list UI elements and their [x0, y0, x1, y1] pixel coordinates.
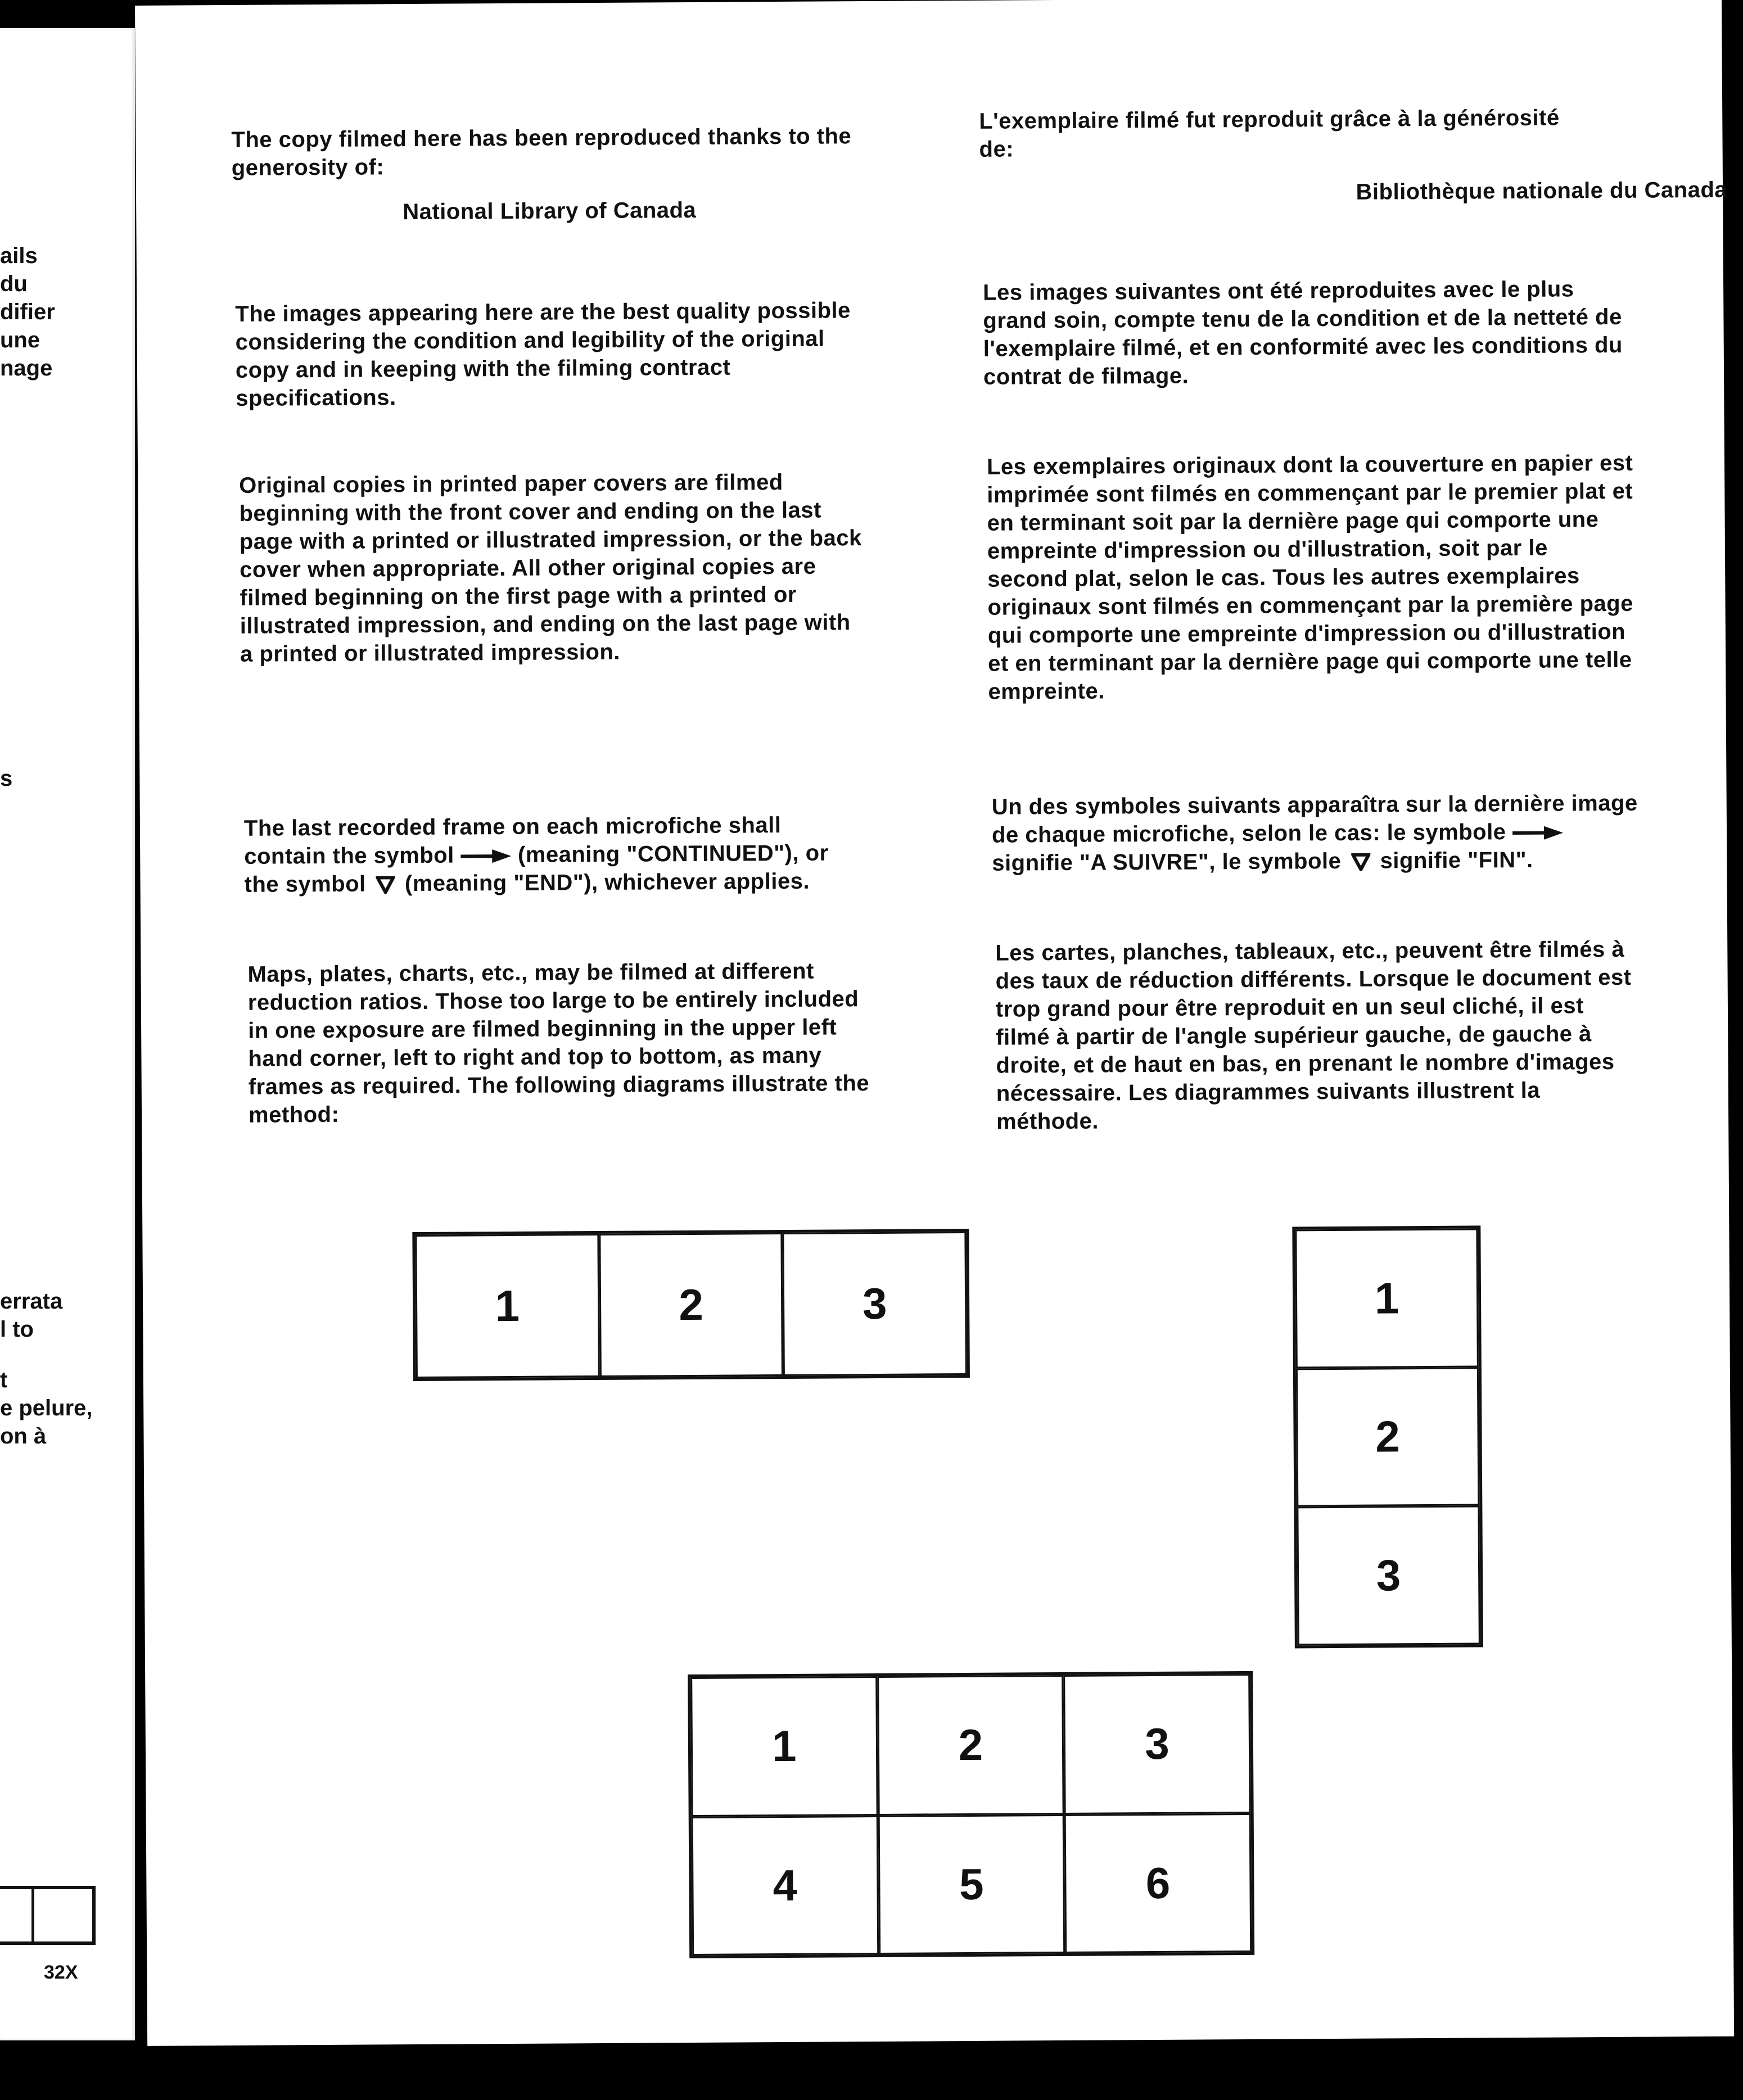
english-last-frame-text-3: (meaning "END"), whichever applies.	[404, 868, 810, 897]
diagram-cell: 1	[415, 1234, 599, 1378]
vertical-frame-diagram	[1292, 1225, 1483, 1648]
left-fragment: l to	[0, 1317, 34, 1342]
reduction-ratio-label: 32X	[44, 1962, 78, 1983]
french-maps-paragraph: Les cartes, planches, tableaux, etc., peuvent être filmés à des taux de réduction différents. Lorsque le document est trop grand pour être reproduit en un seul cliché, il est filmé à partir de l'angle supérieur gauche, de gauche à droite, et de haut en bas, en prenant le nombre d'images nécessaire. Les diagrammes suivants illustrent la méthode.	[995, 936, 1632, 1134]
english-originals-paragraph: Original copies in printed paper covers are filmed beginning with the front cover and ending on the last page with a printed or illustrated impression, or the back cover when appropriate. All other original copies are filmed beginning on the first page with a printed or illustrated impression, and ending on the last page with a printed or illustrated impression.	[239, 469, 862, 667]
grid-frame-diagram	[688, 1671, 1254, 1958]
french-last-frame-text-3: signifie "FIN".	[1380, 847, 1533, 874]
english-maps-paragraph: Maps, plates, charts, etc., may be filmed at different reduction ratios. Those too large to be entirely included in one exposure are filmed beginning in the upper left hand corner, left to right and top to bottom, as many frames as required. The following diagrams illustrate the method:	[247, 958, 870, 1128]
left-fragment: difier	[0, 300, 55, 324]
reduction-target-box	[0, 1886, 96, 1945]
left-page-strip	[0, 28, 135, 2040]
left-fragment: t	[0, 1368, 8, 1392]
english-quality-paragraph: The images appearing here are the best quality possible considering the condition and legibility of the original copy and in keeping with the filming contract specifications.	[235, 298, 851, 411]
french-last-frame-paragraph	[992, 789, 1639, 877]
diagram-cell: 1	[1295, 1228, 1479, 1368]
french-last-frame-text-1: Un des symboles suivants apparaîtra sur la dernière image de chaque microfiche, selon le cas: le symbole	[991, 790, 1638, 848]
left-fragment: s	[0, 766, 13, 791]
left-fragment: errata	[0, 1289, 63, 1314]
diagram-cell: 2	[1296, 1367, 1480, 1507]
left-fragment: une	[0, 328, 40, 352]
english-library-name: National Library of Canada	[403, 197, 697, 225]
french-quality-paragraph: Les images suivantes ont été reproduites avec le plus grand soin, compte tenu de la condition et de la netteté de l'exemplaire filmé, et en conformité avec les conditions du contrat de filmage.	[983, 277, 1623, 390]
english-last-frame-text-2: (meaning "CONTINUED"), or the symbol	[244, 840, 829, 897]
diagram-cell: 2	[599, 1233, 783, 1377]
end-triangle-icon	[1351, 853, 1370, 871]
french-originals-paragraph: Les exemplaires originaux dont la couverture en papier est imprimée sont filmés en commençant par le premier plat et en terminant soit par la dernière page qui comporte une empreinte d'impression ou d'illustration, soit par le second plat, selon le cas. Tous les autres exemplaires originaux sont filmés en commençant par la première page qui comporte une empreinte d'impression ou d'illustration et en terminant par la dernière page qui comporte une telle empreinte.	[986, 450, 1634, 704]
left-fragment: nage	[0, 356, 53, 381]
horizontal-frame-diagram	[412, 1229, 970, 1381]
french-library-name: Bibliothèque nationale du Canada	[1356, 177, 1728, 205]
filming-notice-page	[135, 0, 1734, 2046]
english-last-frame-paragraph	[244, 811, 869, 899]
diagram-cell: 3	[1297, 1506, 1480, 1646]
left-fragment: on à	[0, 1424, 47, 1449]
english-intro: The copy filmed here has been reproduced thanks to the generosity of:	[231, 124, 852, 180]
diagram-cell: 4	[692, 1815, 879, 1956]
diagram-cell: 2	[877, 1675, 1064, 1816]
french-intro: L'exemplaire filmé fut reproduit grâce à la générosité de:	[979, 105, 1560, 162]
diagram-cell: 3	[783, 1232, 967, 1376]
continued-arrow-icon	[1512, 825, 1563, 841]
left-fragment: du	[0, 271, 28, 296]
diagram-cell: 5	[878, 1814, 1065, 1954]
end-triangle-icon	[376, 876, 395, 894]
french-last-frame-text-2: signifie "A SUIVRE", le symbole	[992, 848, 1342, 876]
left-fragment: ails	[0, 243, 38, 268]
continued-arrow-icon	[460, 848, 511, 865]
english-last-frame-text-1: The last recorded frame on each microfiche shall contain the symbol	[243, 813, 782, 869]
diagram-cell: 3	[1064, 1674, 1251, 1814]
diagram-cell: 6	[1064, 1813, 1252, 1953]
left-fragment: e pelure,	[0, 1396, 93, 1420]
diagram-cell: 1	[690, 1676, 878, 1817]
